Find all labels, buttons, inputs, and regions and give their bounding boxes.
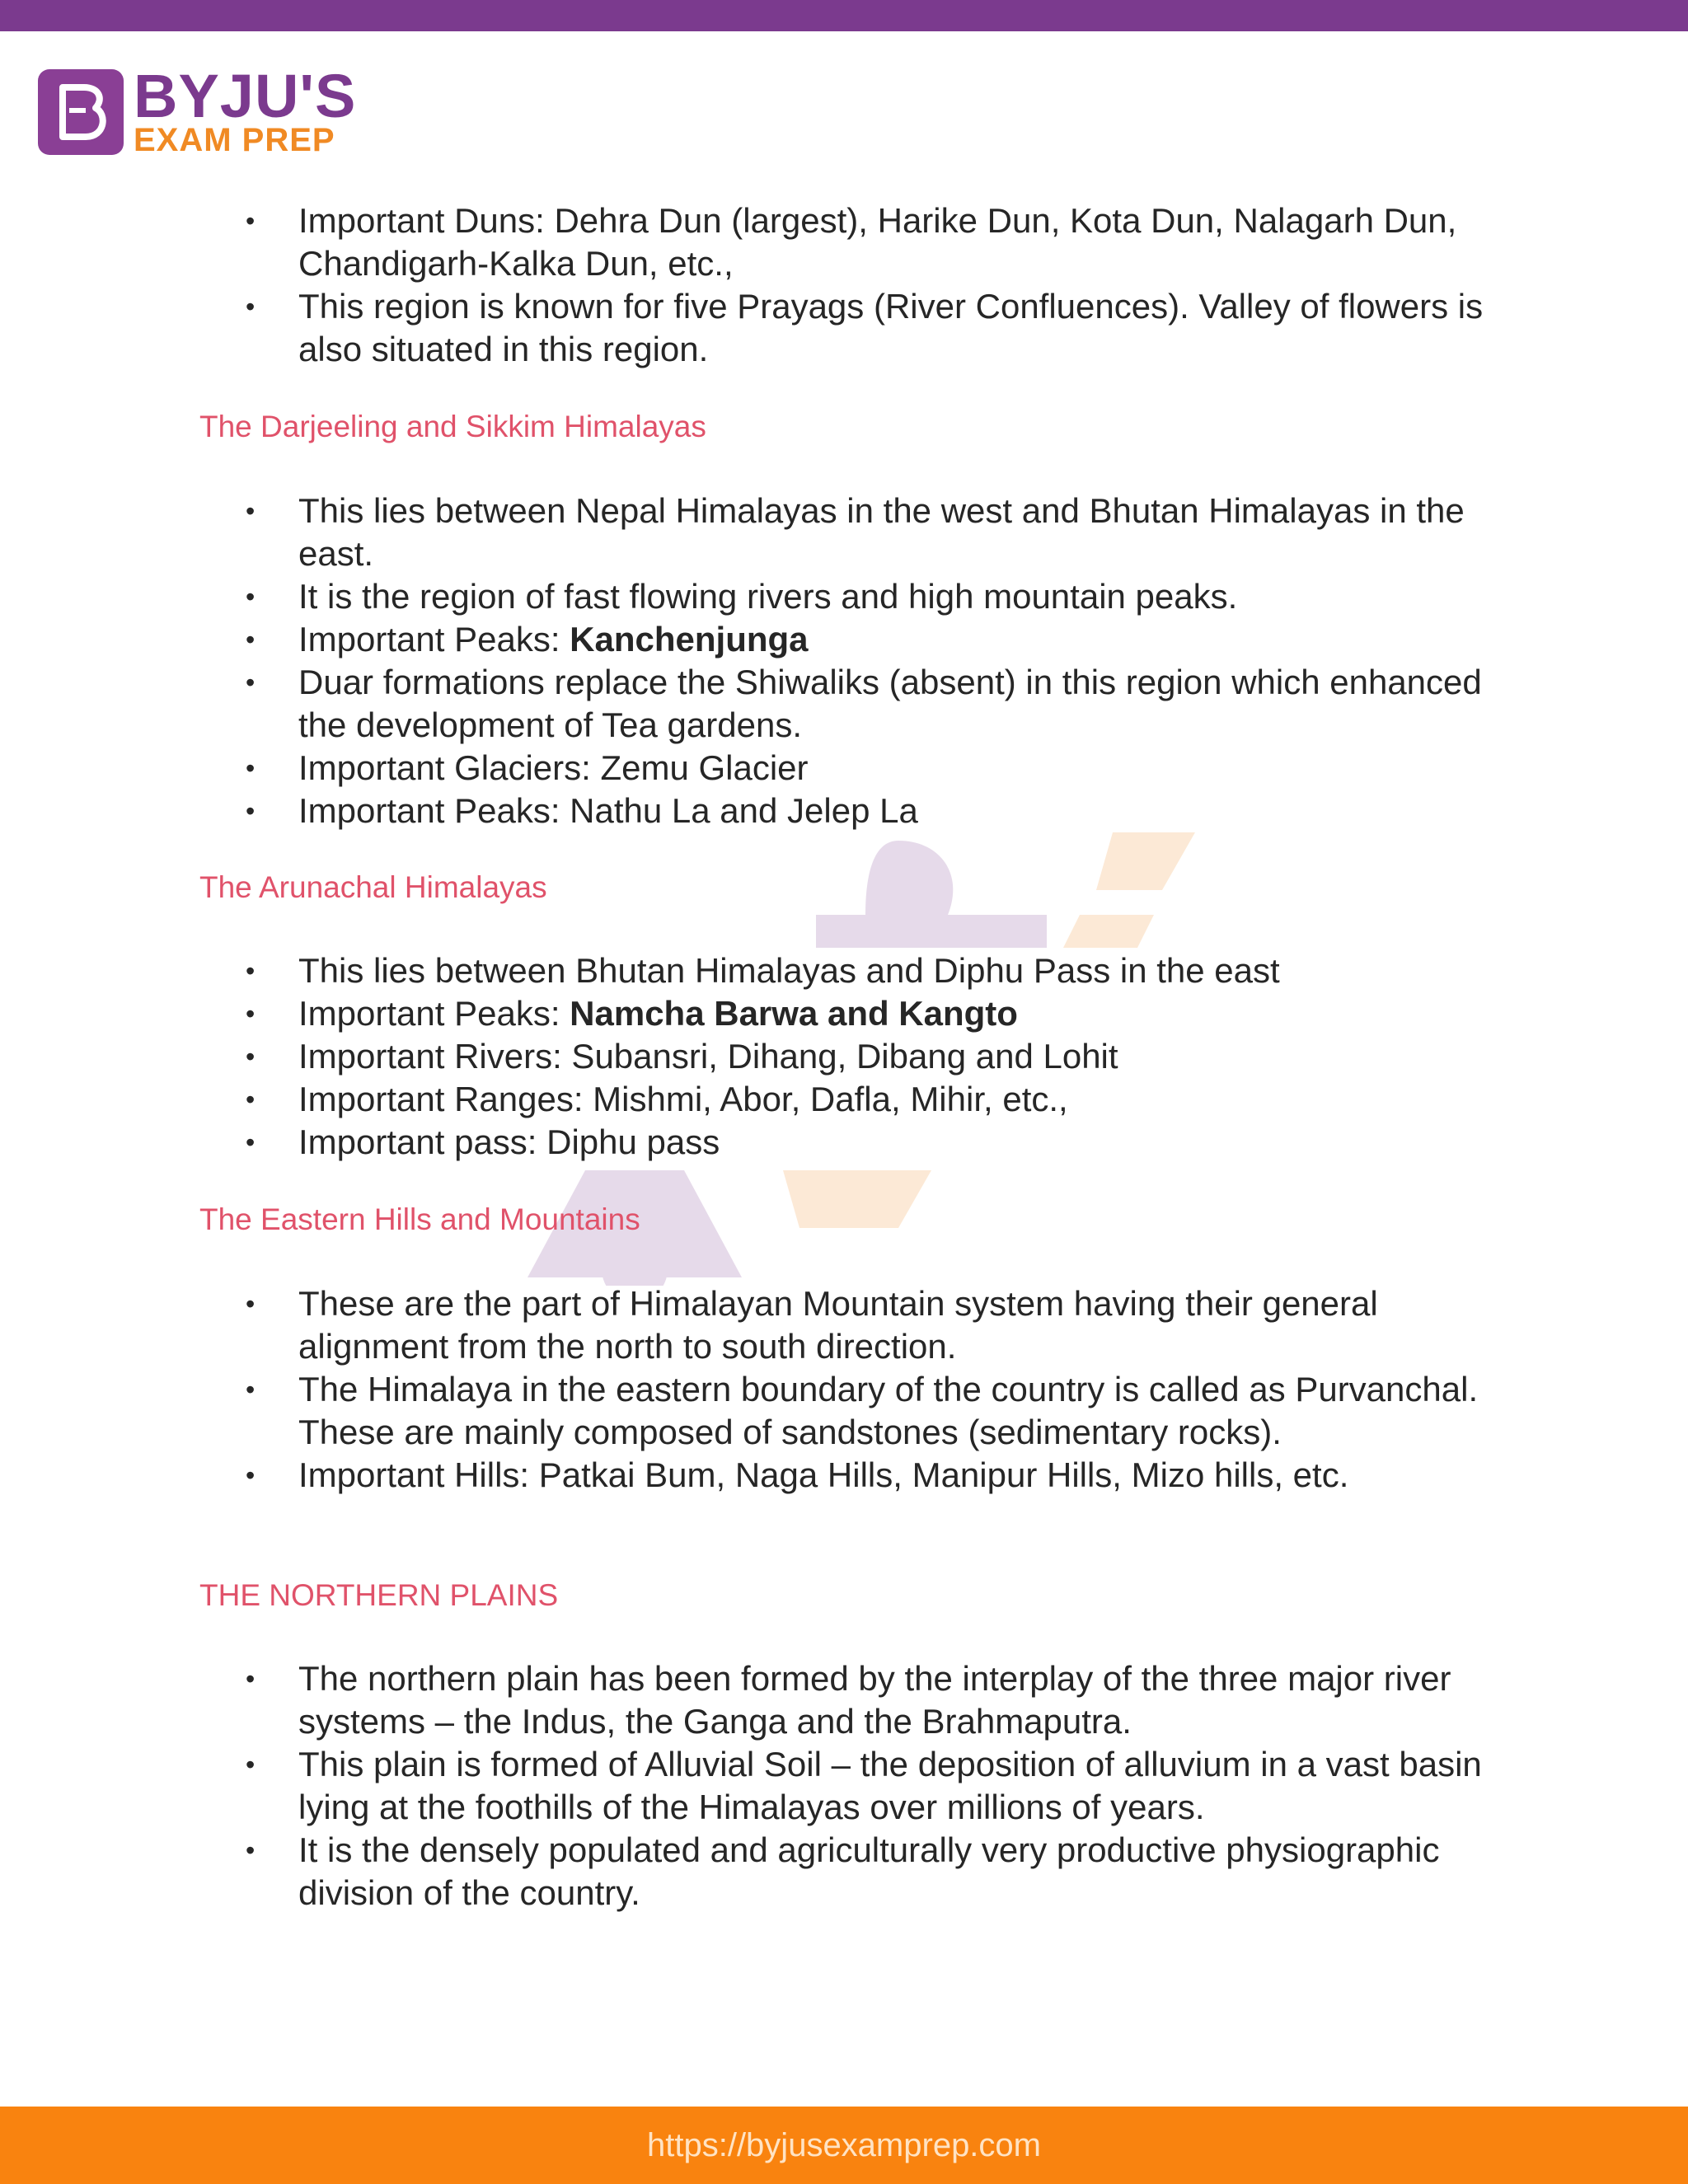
arunachal-bullet-list (246, 949, 1498, 1164)
intro-bullet-list (246, 199, 1498, 371)
list-item: • The northern plain has been formed by the interplay of the three major river systems – the Indus, the Ganga and the Brahmaputra. (246, 1657, 1498, 1743)
section-heading-darjeeling-sikkim: The Darjeeling and Sikkim Himalayas (199, 410, 706, 443)
list-item: • This lies between Bhutan Himalayas and Diphu Pass in the east (246, 949, 1498, 992)
list-item: • Important Duns: Dehra Dun (largest), Harike Dun, Kota Dun, Nalagarh Dun, Chandigarh-Kalka Dun, etc., (246, 199, 1498, 285)
list-item: • Duar formations replace the Shiwaliks (absent) in this region which enhanced the development of Tea gardens. (246, 661, 1498, 747)
top-banner (0, 0, 1688, 31)
list-item-prefix: Important Peaks: (298, 994, 570, 1033)
eastern-hills-bullet-list (246, 1282, 1498, 1497)
byjus-b-icon (38, 69, 124, 155)
list-item-prefix: Important Peaks: (298, 620, 570, 658)
list-item (246, 992, 1498, 1035)
footer-bar (0, 2107, 1688, 2184)
list-item: • Important pass: Diphu pass (246, 1121, 1498, 1164)
darjeeling-sikkim-bullet-list (246, 490, 1498, 832)
list-item: • Important Hills: Patkai Bum, Naga Hills, Manipur Hills, Mizo hills, etc. (246, 1454, 1498, 1497)
section-heading-eastern-hills: The Eastern Hills and Mountains (199, 1202, 640, 1236)
list-item: • It is the densely populated and agriculturally very productive physiographic division of the country. (246, 1829, 1498, 1915)
list-item: • The Himalaya in the eastern boundary of the country is called as Purvanchal. These are mainly composed of sandstones (sedimentary rocks). (246, 1368, 1498, 1454)
list-item (246, 618, 1498, 661)
list-item: • This plain is formed of Alluvial Soil – the deposition of alluvium in a vast basin lying at the foothills of the Himalayas over millions of years. (246, 1743, 1498, 1829)
list-item: • This lies between Nepal Himalayas in the west and Bhutan Himalayas in the east. (246, 490, 1498, 575)
list-item: • This region is known for five Prayags (River Confluences). Valley of flowers is also situated in this region. (246, 285, 1498, 371)
logo-subtitle: EXAM PREP (134, 122, 335, 158)
section-heading-arunachal: The Arunachal Himalayas (199, 870, 547, 904)
list-item: • These are the part of Himalayan Mountain system having their general alignment from the north to south direction. (246, 1282, 1498, 1368)
list-item: • Important Peaks: Nathu La and Jelep La (246, 790, 1498, 832)
byjus-logo (38, 62, 357, 161)
list-item: • It is the region of fast flowing rivers and high mountain peaks. (246, 575, 1498, 618)
northern-plains-bullet-list (246, 1657, 1498, 1915)
logo-brand-name: BYJU'S (134, 62, 357, 130)
list-item: • Important Glaciers: Zemu Glacier (246, 747, 1498, 790)
list-item-bold: Namcha Barwa and Kangto (570, 994, 1018, 1033)
list-item: • Important Ranges: Mishmi, Abor, Dafla, Mihir, etc., (246, 1078, 1498, 1121)
section-heading-northern-plains: THE NORTHERN PLAINS (199, 1578, 559, 1612)
watermark-logo-upper (767, 824, 1245, 956)
list-item-bold: Kanchenjunga (570, 620, 809, 658)
list-item: • Important Rivers: Subansri, Dihang, Dibang and Lohit (246, 1035, 1498, 1078)
footer-url-link[interactable]: https://byjusexamprep.com (647, 2127, 1041, 2163)
